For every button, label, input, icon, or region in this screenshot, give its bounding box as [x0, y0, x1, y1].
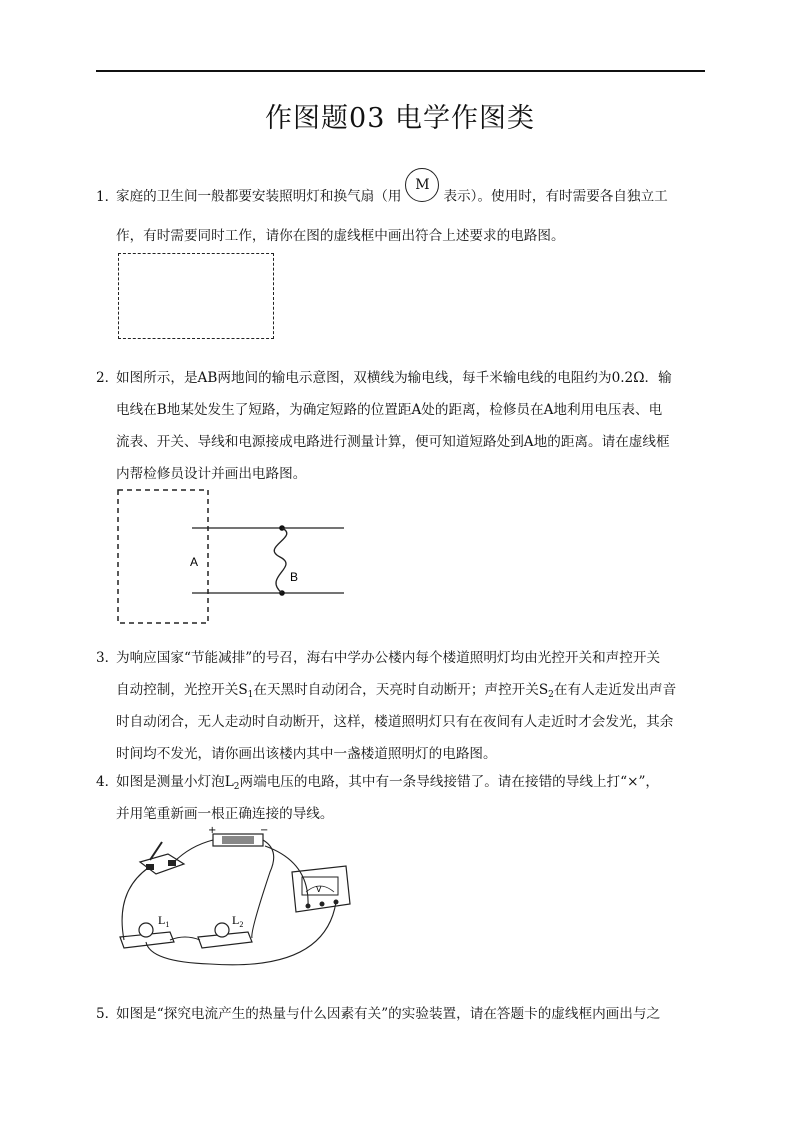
- lamp-l1-label: $L_1$: [158, 913, 170, 929]
- q1-line-2: 作，有时需要同时工作，请你在图的虚线框中画出符合上述要求的电路图。: [116, 228, 565, 244]
- q1-text-b: 表示）。使用时，有时需要各自独立工: [443, 188, 668, 205]
- q3-line-3: 时自动闭合，无人走动时自动断开，这样，楼道照明灯只有在夜间有人走近时才会发光，其余: [116, 714, 674, 730]
- q2-text-1: 如图所示，是AB两地间的输电示意图，双横线为输电线，每千米输电线的电阻约为0.2Ω．输: [116, 370, 672, 386]
- q4-text-1b: 两端电压的电路，其中有一条导线接错了。请在接错的导线上打“×”，: [239, 774, 660, 790]
- lamp-l2-icon: [198, 913, 252, 948]
- q3-text-2a: 自动控制，光控开关S: [116, 682, 248, 698]
- q2-number: 2．: [96, 370, 119, 386]
- transmission-diagram: [110, 485, 360, 630]
- motor-symbol-icon: M: [405, 168, 439, 202]
- q3-line-1: [96, 646, 660, 666]
- short-circuit-wire: [274, 528, 287, 593]
- q5-number: 5．: [96, 1006, 119, 1022]
- q3-sub-s2: 2: [548, 690, 554, 700]
- q3-line-2: [116, 678, 676, 700]
- q4-sub-l2: 2: [233, 782, 240, 792]
- voltmeter-label: V: [316, 885, 322, 894]
- page-title: 作图题03 电学作图类: [265, 103, 535, 134]
- q4-line-1: [96, 770, 659, 792]
- q3-text-2c: 在有人走近发出声音: [553, 682, 677, 698]
- q1-text-a: 家庭的卫生间一般都要安装照明灯和换气扇（用: [116, 188, 402, 205]
- label-b: B: [290, 570, 299, 584]
- header-rule: [96, 70, 705, 72]
- q3-sub-s1: 1: [247, 690, 254, 700]
- q5-line-1: [96, 1002, 660, 1022]
- q3-text-2b: 在天黑时自动闭合，天亮时自动断开；声控开关S: [253, 682, 549, 698]
- battery-icon: [208, 825, 268, 846]
- q1-number: 1．: [96, 188, 119, 205]
- lamp-l2-label: $L_2$: [232, 913, 244, 929]
- q3-text-1: 为响应国家“节能减排”的号召，海右中学办公楼内每个楼道照明灯均由光控开关和声控开关: [116, 650, 661, 666]
- q1-line-1: [96, 177, 668, 214]
- q2-line-1: [96, 366, 672, 386]
- q3-number: 3．: [96, 650, 119, 666]
- battery-plus: +: [208, 825, 217, 836]
- label-a: A: [190, 555, 199, 569]
- q4-text-1a: 如图是测量小灯泡L: [116, 774, 234, 790]
- battery-minus: −: [260, 825, 269, 836]
- q5-text-1: 如图是“探究电流产生的热量与什么因素有关”的实验装置，请在答题卡的虚线框内画出与之: [116, 1006, 661, 1022]
- q3-line-4: 时间均不发光，请你画出该楼内其中一盏楼道照明灯的电路图。: [116, 746, 497, 762]
- q4-line-2: 并用笔重新画一根正确连接的导线。: [116, 806, 334, 822]
- q2-line-2: 电线在B地某处发生了短路，为确定短路的位置距A处的距离，检修员在A地利用电压表、电: [116, 402, 663, 418]
- q4-number: 4．: [96, 774, 119, 790]
- q2-line-4: 内帮检修员设计并画出电路图。: [116, 466, 307, 482]
- q1-answer-box[interactable]: [118, 253, 274, 339]
- q2-line-3: 流表、开关、导线和电源接成电路进行测量计算，便可知道短路处到A地的距离。请在虚线框: [116, 434, 670, 450]
- lamp-l1-icon: [120, 913, 174, 948]
- voltage-circuit-figure: [110, 822, 360, 972]
